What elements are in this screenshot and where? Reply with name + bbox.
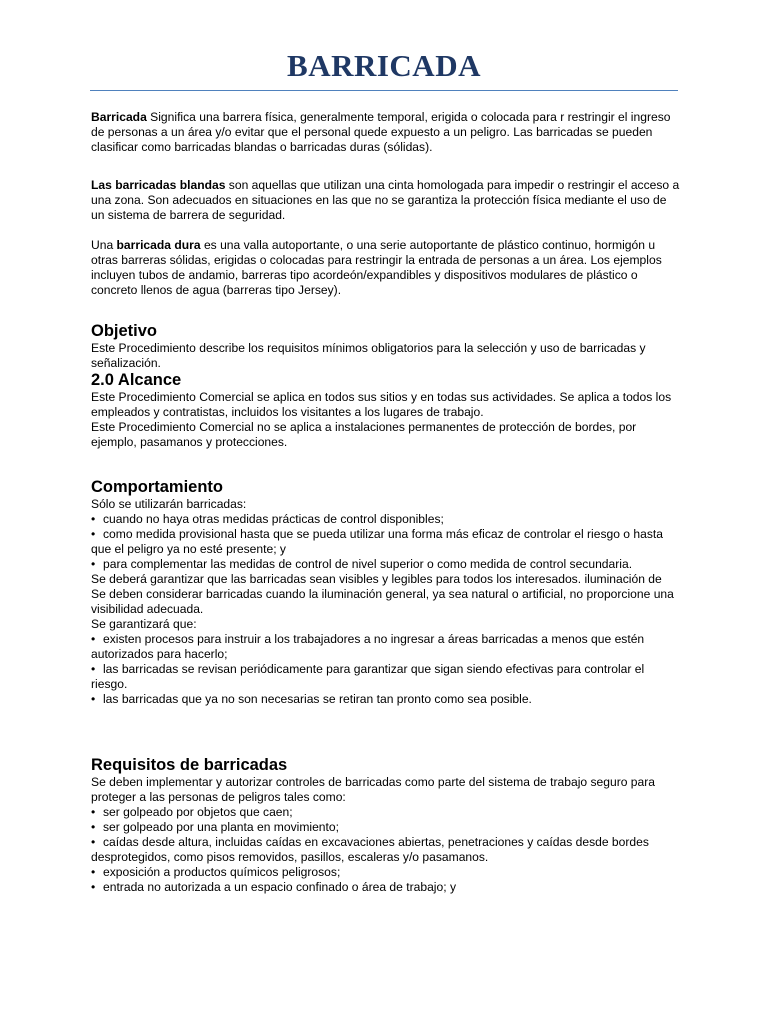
comportamiento-list-1: [91, 512, 681, 572]
dura-paragraph: [91, 238, 681, 298]
list-item: • ser golpeado por una planta en movimiento;: [91, 820, 339, 834]
bullet-icon: •: [91, 835, 96, 849]
visibilidad-text: Se deberá garantizar que las barricadas sean visibles y legibles para todos los interesados. iluminación de: [91, 572, 662, 586]
comportamiento-list-2: [91, 632, 681, 707]
objetivo-text: Este Procedimiento describe los requisitos mínimos obligatorios para la selección y uso de barricadas y señalización.: [91, 341, 646, 370]
bullet-icon: •: [91, 865, 96, 879]
blandas-paragraph: [91, 178, 681, 223]
comportamiento-heading: Comportamiento: [91, 478, 223, 496]
bullet-icon: •: [91, 805, 96, 819]
blandas-term: Las barricadas blandas: [91, 178, 226, 192]
list-item: • para complementar las medidas de control de nivel superior o como medida de control secundaria.: [91, 557, 633, 571]
list-item: • caídas desde altura, incluidas caídas en excavaciones abiertas, penetraciones y caídas desde bordes desprotegidos, como pisos removidos, pasillos, escaleras y/o pasamanos.: [91, 835, 649, 864]
bullet-icon: •: [91, 820, 96, 834]
list-item: • las barricadas se revisan periódicamente para garantizar que sigan siendo efectivas para controlar el riesgo.: [91, 662, 645, 691]
iluminacion-text: Se deben considerar barricadas cuando la iluminación general, ya sea natural o artificial, no proporcione una visibilidad adecuada.: [91, 587, 674, 616]
bullet-icon: •: [91, 662, 96, 676]
alcance-p1: Este Procedimiento Comercial se aplica en todos sus sitios y en todas sus actividades. Se aplica a todos los empleados y contratistas, incluidos los visitantes a los lugares de trabajo.: [91, 390, 672, 419]
bullet-icon: •: [91, 632, 96, 646]
list-item: • las barricadas que ya no son necesarias se retiran tan pronto como sea posible.: [91, 692, 532, 706]
dura-pre: Una: [91, 238, 117, 252]
list-item: • ser golpeado por objetos que caen;: [91, 805, 293, 819]
list-item: • existen procesos para instruir a los trabajadores a no ingresar a áreas barricadas a menos que estén autorizados para hacerlo;: [91, 632, 645, 661]
list-item: • como medida provisional hasta que se pueda utilizar una forma más eficaz de controlar el riesgo o hasta que el peligro ya no esté presente; y: [91, 527, 663, 556]
objetivo-heading: Objetivo: [91, 322, 158, 340]
dura-term: barricada dura: [116, 238, 201, 252]
intro-term: Barricada: [91, 110, 147, 124]
list-item: • entrada no autorizada a un espacio confinado o área de trabajo; y: [91, 880, 456, 894]
garantizara-text: Se garantizará que:: [91, 617, 197, 631]
list-item: • exposición a productos químicos peligrosos;: [91, 865, 341, 879]
alcance-heading: 2.0 Alcance: [91, 371, 182, 389]
page-title: BARRICADA: [287, 48, 481, 83]
intro-paragraph: [91, 110, 681, 155]
intro-text: Significa una barrera física, generalmente temporal, erigida o colocada para r restringir el ingreso de personas a un área y/o evitar que el personal quede expuesto a un peligro. Las barricadas se pueden clasificar como barricadas blandas o barricadas duras (sólidas).: [91, 110, 671, 154]
bullet-icon: •: [91, 512, 96, 526]
blandas-text: son aquellas que utilizan una cinta homologada para impedir o restringir el acceso a una zona. Son adecuados en situaciones en las que no se garantiza la protección física mediante el uso de un sistema de barrera de seguridad.: [91, 178, 680, 222]
comportamiento-intro: Sólo se utilizarán barricadas:: [91, 497, 247, 511]
dura-text: es una valla autoportante, o una serie autoportante de plástico continuo, hormigón u otras barreras sólidas, erigidas o colocadas para restringir la entrada de personas a un área. Los ejemplos incluyen tubos de andamio, barreras tipo acordeón/expandibles y dispositivos modulares de plástico o concreto llenos de agua (barreras tipo Jersey).: [91, 238, 662, 297]
bullet-icon: •: [91, 527, 96, 541]
requisitos-heading: Requisitos de barricadas: [91, 756, 288, 774]
alcance-p2: Este Procedimiento Comercial no se aplica a instalaciones permanentes de protección de bordes, por ejemplo, pasamanos y protecciones.: [91, 420, 637, 449]
bullet-icon: •: [91, 880, 96, 894]
list-item: • cuando no haya otras medidas prácticas de control disponibles;: [91, 512, 444, 526]
requisitos-intro: Se deben implementar y autorizar controles de barricadas como parte del sistema de trabajo seguro para proteger a las personas de peligros tales como:: [91, 775, 656, 804]
document-body: [91, 110, 681, 895]
requisitos-list: [91, 805, 681, 895]
bullet-icon: •: [91, 557, 96, 571]
title-divider: [90, 90, 678, 91]
bullet-icon: •: [91, 692, 96, 706]
